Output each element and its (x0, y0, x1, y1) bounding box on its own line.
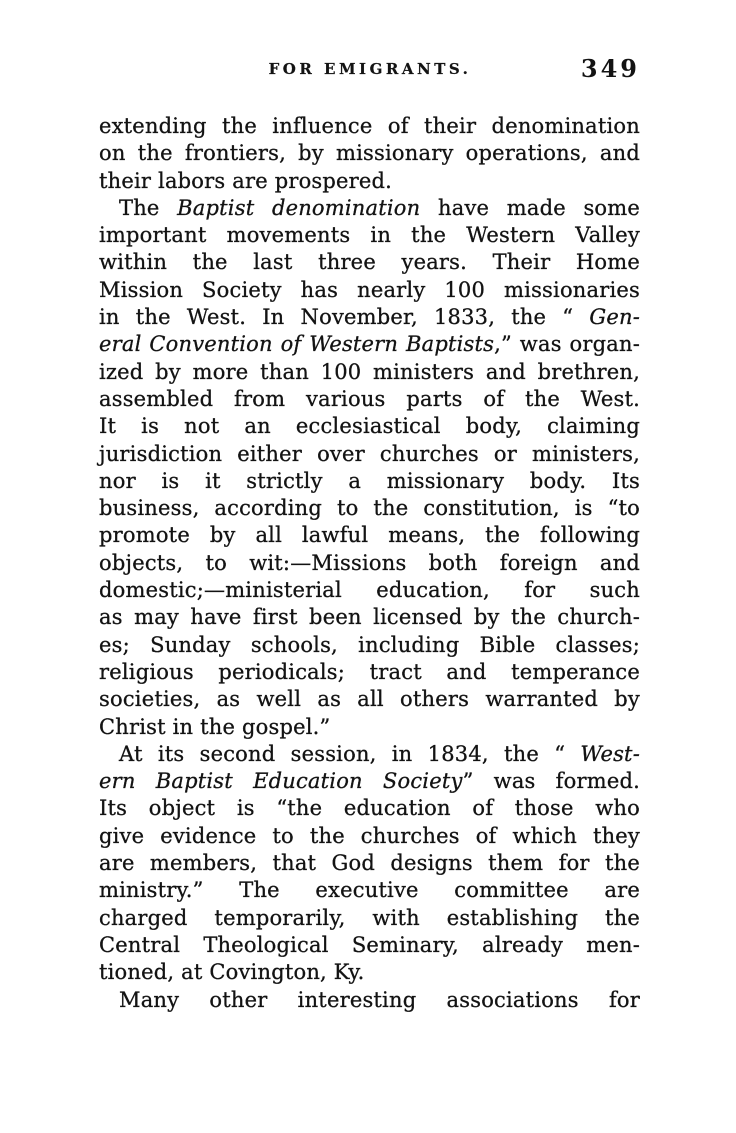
text-segment: assembled from various parts of the West. (99, 386, 640, 411)
text-segment: Many other interesting associations for (119, 987, 640, 1012)
text-segment: ern Baptist Education Society (99, 769, 463, 794)
text-line (99, 140, 640, 167)
text-segment: ized by more than 100 ministers and brethren, (99, 359, 640, 384)
text-segment: At its second session, in 1834, the “ (119, 741, 581, 766)
text-line (99, 768, 640, 795)
text-line (99, 168, 640, 195)
text-line (99, 741, 640, 768)
text-segment: Its object is “the education of those who (99, 796, 640, 821)
text-segment: societies, as well as all others warranted by (99, 687, 640, 712)
text-line (99, 413, 640, 440)
text-line (99, 331, 640, 358)
text-line (99, 304, 640, 331)
running-title: FOR EMIGRANTS. (268, 60, 472, 78)
text-line (99, 714, 640, 741)
text-line (99, 877, 640, 904)
text-segment: Baptist denomination (177, 195, 421, 220)
text-segment: business, according to the constitution, is “to (99, 496, 640, 521)
text-line (99, 113, 640, 140)
text-line (99, 795, 640, 822)
text-segment: ministry.” The executive committee are (99, 878, 640, 903)
text-line (99, 987, 640, 1014)
text-segment: domestic;—ministerial education, for such (99, 578, 640, 603)
text-line (99, 441, 640, 468)
text-line (99, 659, 640, 686)
text-line (99, 359, 640, 386)
text-segment: as may have first been licensed by the church- (99, 605, 640, 630)
text-segment: within the last three years. Their Home (99, 250, 640, 275)
text-segment: Central Theological Seminary, already men- (99, 932, 640, 957)
text-line (99, 222, 640, 249)
text-segment: religious periodicals; tract and temperance (99, 659, 640, 684)
text-segment: eral Convention of Western Baptists (99, 332, 495, 357)
text-segment: promote by all lawful means, the following (99, 523, 640, 548)
text-segment: Gen- (589, 305, 640, 330)
text-segment: on the frontiers, by missionary operations, and (99, 141, 640, 166)
text-line (99, 632, 640, 659)
text-segment: West- (580, 741, 640, 766)
text-line (99, 249, 640, 276)
text-segment: their labors are prospered. (99, 168, 393, 193)
text-line (99, 823, 640, 850)
text-segment: charged temporarily, with establishing the (99, 905, 640, 930)
text-line (99, 932, 640, 959)
page-header (100, 54, 640, 90)
text-line (99, 905, 640, 932)
text-line (99, 495, 640, 522)
text-segment: es; Sunday schools, including Bible classes; (99, 632, 640, 657)
text-line (99, 277, 640, 304)
text-segment: in the West. In November, 1833, the “ (99, 305, 590, 330)
text-segment: ,” was organ- (494, 332, 640, 357)
text-segment: ” was formed. (462, 769, 640, 794)
text-segment: jurisdiction either over churches or ministers, (99, 441, 640, 466)
text-line (99, 577, 640, 604)
text-line (99, 195, 640, 222)
page-number: 349 (580, 54, 640, 83)
text-segment: tioned, at Covington, Ky. (99, 960, 365, 985)
text-line (99, 468, 640, 495)
text-segment: Christ in the gospel.” (99, 714, 331, 739)
text-line (99, 550, 640, 577)
text-line (99, 959, 640, 986)
text-segment: give evidence to the churches of which they (99, 823, 640, 848)
text-segment: extending the influence of their denomination (99, 114, 640, 138)
text-line (99, 522, 640, 549)
text-segment: are members, that God designs them for the (99, 851, 640, 876)
text-line (99, 386, 640, 413)
text-segment: Mission Society has nearly 100 missionaries (99, 277, 640, 302)
text-line (99, 604, 640, 631)
text-segment: nor is it strictly a missionary body. Its (99, 468, 640, 493)
text-segment: The (119, 195, 178, 220)
text-line (99, 686, 640, 713)
text-line (99, 850, 640, 877)
text-segment: It is not an ecclesiastical body, claiming (99, 414, 640, 439)
text-segment: objects, to wit:—Missions both foreign and (99, 550, 640, 575)
text-segment: have made some (420, 195, 641, 220)
page-text (99, 113, 640, 1014)
text-segment: important movements in the Western Valley (99, 223, 640, 248)
